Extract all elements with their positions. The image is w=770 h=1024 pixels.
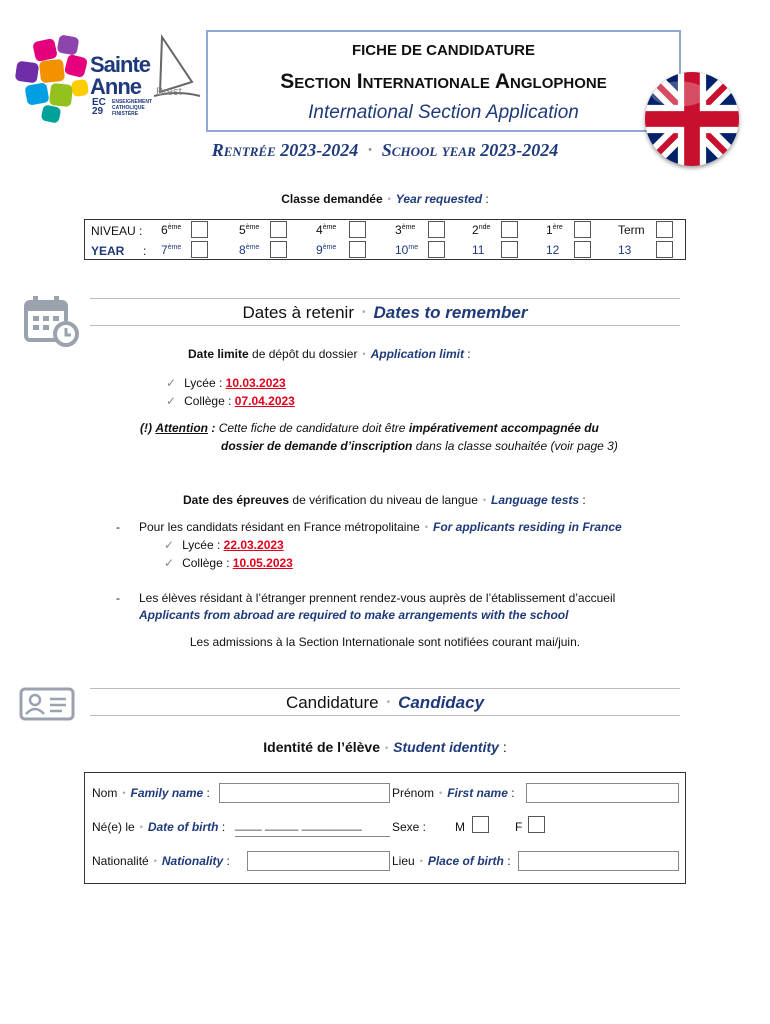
level-suffix: ère <box>552 224 563 231</box>
identity-fr: Identité de l’élève <box>263 739 380 755</box>
place-of-birth-label: Lieu • Place of birth : <box>392 854 511 868</box>
year-row <box>85 240 685 260</box>
check-icon: ✓ <box>166 376 177 390</box>
attention-bold2: dossier de demande d’inscription <box>221 439 413 453</box>
limit-rest: de dépôt du dossier <box>252 347 358 361</box>
niveau-option-label <box>161 223 181 237</box>
header-box <box>206 30 681 132</box>
niveau-checkbox[interactable] <box>270 221 287 238</box>
school-year-en: School year 2023-2024 <box>381 140 559 160</box>
language-tests-line: Date des épreuves de vérification du niveau de langue • Language tests : <box>183 493 586 507</box>
tests-en: Language tests <box>491 493 580 507</box>
lycee-test-item <box>164 537 284 554</box>
sex-f-label: F <box>515 820 523 834</box>
level-number: 8 <box>239 243 246 257</box>
niveau-checkbox[interactable] <box>349 221 366 238</box>
logo-city: Brest <box>156 86 182 98</box>
level-suffix: ème <box>322 224 337 231</box>
dash-bullet: - <box>116 591 120 605</box>
logo-enseignement: ENSEIGNEMENT CATHOLIQUE FINISTÈRE <box>112 99 153 117</box>
year-label: YEAR <box>91 244 125 258</box>
prenom-label: Prénom <box>392 786 435 800</box>
niveau-checkbox[interactable] <box>656 221 673 238</box>
tests-bold: Date des épreuves <box>183 493 290 507</box>
level-suffix: ème <box>167 224 182 231</box>
abroad-fr: Les élèves résidant à l’étranger prennent rendez-vous auprès de l’établissement d’accueil <box>139 591 616 605</box>
lieu-label: Lieu <box>392 854 415 868</box>
niveau-checkbox[interactable] <box>501 221 518 238</box>
college-test-date: 10.05.2023 <box>232 556 293 570</box>
student-identity-box <box>84 772 686 884</box>
id-card-icon <box>18 686 76 722</box>
colon: : <box>502 739 507 755</box>
ne-le-label: Né(e) le <box>92 820 135 834</box>
abroad-en: Applicants from abroad are required to make arrangements with the school <box>139 608 569 622</box>
year-colon: : <box>143 244 147 258</box>
niveau-option-label <box>546 223 563 237</box>
year-option-label <box>316 243 336 257</box>
student-identity-heading: Identité de l’élève • Student identity : <box>263 739 507 755</box>
family-name-label: Nom • Family name : <box>92 786 210 800</box>
niveau-label: NIVEAU : <box>91 224 143 238</box>
level-number: 4 <box>316 223 323 237</box>
attention-prefix: (!) <box>140 421 152 435</box>
level-number: 7 <box>161 243 168 257</box>
niveau-checkbox[interactable] <box>574 221 591 238</box>
niveau-row <box>85 220 685 240</box>
niveau-option-label <box>316 223 336 237</box>
candidacy-section-header: Candidature • Candidacy <box>90 688 680 716</box>
dates-header-fr: Dates à retenir <box>242 303 354 322</box>
sex-f-checkbox[interactable] <box>528 816 545 833</box>
level-suffix: ème <box>167 244 182 251</box>
nom-label: Nom <box>92 786 118 800</box>
year-option-label <box>618 243 631 257</box>
level-number: 1 <box>546 223 553 237</box>
college-test-item <box>164 555 293 572</box>
sex-m-label: M <box>455 820 465 834</box>
dates-section-header: Dates à retenir • Dates to remember <box>90 298 680 326</box>
attention-text2: dans la classe souhaitée (voir page 3) <box>415 439 618 453</box>
section-title-english: International Section Application <box>308 102 579 123</box>
section-title: Section Internationale Anglophone <box>280 70 607 93</box>
application-limit-line: Date limite de dépôt du dossier • Application limit : <box>188 347 471 361</box>
level-number: 13 <box>618 243 632 257</box>
attention-note-line2 <box>221 438 618 455</box>
first-name-label: Prénom • First name : <box>392 786 515 800</box>
year-checkbox[interactable] <box>270 241 287 258</box>
level-suffix: nde <box>478 224 491 231</box>
residents-fr: Pour les candidats résidant en France métropolitaine <box>139 520 420 534</box>
year-checkbox[interactable] <box>349 241 366 258</box>
level-number: 9 <box>316 243 323 257</box>
niveau-option-label <box>618 223 645 237</box>
level-number: 2 <box>472 223 479 237</box>
limit-bold: Date limite <box>188 347 249 361</box>
date-of-birth-label: Né(e) le • Date of birth : <box>92 820 226 834</box>
form-title: FICHE DE CANDIDATURE <box>351 42 536 59</box>
nationality-field[interactable] <box>247 851 390 871</box>
classe-fr: Classe demandée <box>281 192 383 206</box>
rentree-fr: Rentrée 2023-2024 <box>211 140 359 160</box>
year-checkbox[interactable] <box>501 241 518 258</box>
nationalite-label: Nationalité <box>92 854 149 868</box>
level-number: Term <box>618 223 645 237</box>
school-year-heading: Rentrée 2023-2024 • School year 2023-2024 <box>211 140 559 160</box>
level-number: 5 <box>239 223 246 237</box>
level-number: 11 <box>472 243 485 257</box>
family-name-en: Family name <box>130 786 204 800</box>
level-number: 10 <box>395 243 409 257</box>
college-label: Collège : <box>182 556 230 570</box>
level-number: 3 <box>395 223 402 237</box>
first-name-field[interactable] <box>526 783 679 803</box>
admissions-note: Les admissions à la Section Internationale sont notifiées courant mai/juin. <box>189 635 581 649</box>
lycee-limit-date: 10.03.2023 <box>225 376 286 390</box>
colon: : <box>467 347 471 361</box>
attention-word: Attention <box>155 421 208 435</box>
year-option-label <box>395 243 418 257</box>
level-suffix: ème <box>245 244 260 251</box>
family-name-field[interactable] <box>219 783 390 803</box>
niveau-option-label <box>395 223 415 237</box>
year-selection-table <box>84 219 686 260</box>
residents-line: Pour les candidats résidant en France métropolitaine • For applicants residing in France <box>139 520 622 534</box>
calendar-icon <box>22 294 80 348</box>
limit-en: Application limit <box>370 347 464 361</box>
candidacy-header-en: Candidacy <box>398 693 485 712</box>
first-name-en: First name <box>447 786 508 800</box>
identity-en: Student identity <box>393 739 499 755</box>
college-label: Collège : <box>184 394 232 408</box>
nationality-label: Nationalité • Nationality : <box>92 854 230 868</box>
lycee-label: Lycée : <box>182 538 221 552</box>
college-limit-date: 07.04.2023 <box>234 394 295 408</box>
tests-rest: de vérification du niveau de langue <box>292 493 478 507</box>
logo-line2: Anne <box>90 74 141 99</box>
check-icon: ✓ <box>166 394 177 408</box>
year-option-label <box>161 243 181 257</box>
niveau-checkbox[interactable] <box>428 221 445 238</box>
college-limit-item <box>166 393 295 410</box>
level-suffix: ème <box>401 224 416 231</box>
niveau-checkbox[interactable] <box>191 221 208 238</box>
colon: : <box>211 421 216 435</box>
lycee-limit-item <box>166 375 286 392</box>
level-number: 12 <box>546 243 560 257</box>
level-number: 6 <box>161 223 168 237</box>
residents-en: For applicants residing in France <box>432 520 622 534</box>
niveau-option-label <box>239 223 259 237</box>
attention-text1: Cette fiche de candidature doit être <box>218 421 406 435</box>
year-requested-label: Classe demandée • Year requested : <box>281 192 489 206</box>
logo-ec29: EC 29 <box>92 97 106 117</box>
level-suffix: me <box>408 244 419 251</box>
place-of-birth-field[interactable] <box>518 851 679 871</box>
year-checkbox[interactable] <box>191 241 208 258</box>
year-option-label <box>546 243 559 257</box>
colon: : <box>582 493 586 507</box>
colon: : <box>485 192 489 206</box>
check-icon: ✓ <box>164 538 175 552</box>
level-suffix: ème <box>245 224 260 231</box>
school-logo <box>12 32 207 132</box>
lycee-test-date: 22.03.2023 <box>223 538 284 552</box>
year-checkbox[interactable] <box>428 241 445 258</box>
attention-note <box>140 420 599 437</box>
dob-placeholder: ____ _____ _________ <box>235 817 362 831</box>
dash-bullet: - <box>116 520 120 534</box>
attention-bold1: impérativement accompagnée du <box>408 421 599 435</box>
sex-m-checkbox[interactable] <box>472 816 489 833</box>
candidacy-header-fr: Candidature <box>285 693 379 712</box>
place-of-birth-en: Place of birth <box>427 854 504 868</box>
check-icon: ✓ <box>164 556 175 570</box>
classe-en: Year requested <box>395 192 483 206</box>
dates-header-en: Dates to remember <box>373 303 528 322</box>
nationality-en: Nationality <box>161 854 224 868</box>
logo-line1: Sainte <box>90 52 151 77</box>
date-of-birth-field[interactable] <box>235 817 390 837</box>
level-suffix: ème <box>322 244 337 251</box>
dob-en: Date of birth <box>147 820 219 834</box>
year-checkbox[interactable] <box>656 241 673 258</box>
lycee-label: Lycée : <box>184 376 223 390</box>
year-option-label <box>239 243 259 257</box>
year-checkbox[interactable] <box>574 241 591 258</box>
niveau-option-label <box>472 223 490 237</box>
sexe-label: Sexe : <box>392 820 427 834</box>
year-option-label <box>472 243 484 257</box>
